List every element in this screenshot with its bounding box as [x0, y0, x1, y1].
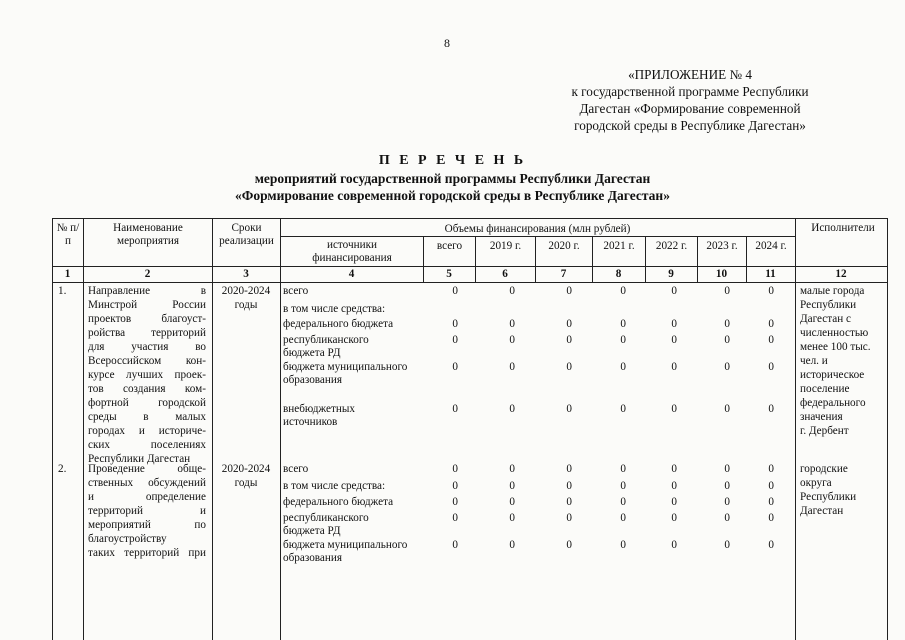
col-number: 10: [715, 268, 728, 280]
name-line: фортной городской: [88, 397, 206, 409]
executor-line: Республики: [800, 491, 857, 503]
col-number: 9: [668, 268, 674, 280]
value-cell: 0: [768, 334, 774, 346]
header-year-2021: 2021 г.: [603, 240, 635, 252]
col-number: 2: [144, 268, 151, 280]
col-number: 12: [835, 268, 847, 280]
terms-line: 2020-2024: [221, 463, 271, 475]
header-executors: Исполнители: [811, 222, 875, 234]
value-cell: 0: [620, 361, 626, 373]
value-cell: 0: [620, 463, 626, 475]
header-year-2022: 2022 г.: [655, 240, 688, 252]
col-number: 4: [348, 268, 355, 280]
value-cell: 0: [724, 463, 730, 475]
value-cell: 0: [620, 539, 626, 551]
value-cell: 0: [768, 361, 774, 373]
name-line: Проведение обще-: [88, 463, 206, 475]
source-label: республиканского бюджета РД: [283, 334, 369, 360]
terms-line: годы: [234, 299, 258, 311]
source-label: в том числе средства:: [283, 303, 386, 315]
value-cell: 0: [509, 334, 515, 346]
executor-line: значения: [800, 411, 843, 423]
executor-line: Дагестан с: [800, 313, 851, 325]
value-cell: 0: [509, 403, 515, 415]
value-cell: 0: [671, 403, 677, 415]
value-cell: 0: [452, 539, 458, 551]
col-number: 11: [765, 268, 776, 280]
executor-line: городские: [800, 463, 848, 475]
executor-line: чел. и: [800, 355, 828, 367]
page-number: 8: [444, 36, 450, 50]
value-cell: 0: [768, 512, 774, 524]
col-number: 6: [502, 268, 508, 280]
value-cell: 0: [509, 496, 515, 508]
value-cell: 0: [452, 318, 458, 330]
value-cell: 0: [620, 318, 626, 330]
terms-line: годы: [234, 477, 258, 489]
value-cell: 0: [671, 463, 677, 475]
col-number: 1: [64, 268, 71, 280]
executor-line: численностью: [800, 327, 869, 339]
name-line: Минстрой России: [88, 299, 206, 311]
col-number: 8: [615, 268, 622, 280]
name-line: таких территорий при: [88, 547, 206, 559]
executor-line: поселение: [800, 383, 850, 395]
name-line: городах и историче-: [88, 425, 206, 437]
value-cell: 0: [566, 512, 572, 524]
value-cell: 0: [768, 539, 774, 551]
value-cell: 0: [768, 403, 774, 415]
value-cell: 0: [509, 318, 515, 330]
document-title: П Е Р Е Ч Е Н Ь: [378, 153, 527, 168]
appendix-line: городской среды в Республике Дагестан»: [574, 118, 806, 133]
header-year-2020: 2020 г.: [548, 240, 580, 252]
executor-line: малые города: [800, 285, 865, 297]
value-cell: 0: [768, 496, 774, 508]
value-cell: 0: [509, 539, 515, 551]
value-cell: 0: [509, 285, 515, 297]
value-cell: 0: [724, 403, 730, 415]
value-cell: 0: [724, 496, 730, 508]
value-cell: 0: [724, 285, 730, 297]
value-cell: 0: [768, 285, 774, 297]
value-cell: 0: [452, 496, 458, 508]
value-cell: 0: [671, 285, 677, 297]
value-cell: 0: [620, 480, 626, 492]
value-cell: 0: [671, 361, 677, 373]
name-line: проектов благоуст-: [88, 313, 206, 325]
value-cell: 0: [724, 480, 730, 492]
value-cell: 0: [724, 334, 730, 346]
header-number: № п/п: [56, 222, 80, 248]
value-cell: 0: [768, 318, 774, 330]
value-cell: 0: [671, 539, 677, 551]
value-cell: 0: [620, 334, 626, 346]
value-cell: 0: [452, 285, 458, 297]
value-cell: 0: [452, 361, 458, 373]
source-label: всего: [283, 285, 309, 297]
terms-line: 2020-2024: [221, 285, 271, 297]
header-terms: Сроки реализации: [219, 222, 274, 248]
value-cell: 0: [620, 512, 626, 524]
header-total: всего: [436, 240, 463, 252]
col-number: 3: [243, 268, 249, 280]
name-line: территорий и: [88, 505, 206, 517]
source-label: бюджета муниципального образования: [283, 539, 408, 565]
name-line: ских поселениях: [88, 439, 206, 451]
value-cell: 0: [768, 463, 774, 475]
header-year-2023: 2023 г.: [706, 240, 738, 252]
executor-line: менее 100 тыс.: [800, 341, 871, 353]
header-year-2024: 2024 г.: [755, 240, 787, 252]
source-label: федерального бюджета: [283, 318, 394, 330]
source-label: всего: [283, 463, 309, 475]
value-cell: 0: [724, 539, 730, 551]
value-cell: 0: [452, 480, 458, 492]
name-line: мероприятий по: [88, 519, 206, 531]
name-line: курсе лучших проек-: [88, 369, 206, 381]
value-cell: 0: [566, 285, 572, 297]
value-cell: 0: [620, 285, 626, 297]
source-label: бюджета муниципального образования: [283, 361, 408, 387]
value-cell: 0: [671, 318, 677, 330]
value-cell: 0: [566, 496, 572, 508]
name-line: среды в малых: [88, 411, 206, 423]
value-cell: 0: [671, 334, 677, 346]
name-line: для участия во: [88, 341, 206, 353]
row-number: 2.: [58, 463, 67, 475]
value-cell: 0: [671, 496, 677, 508]
value-cell: 0: [620, 403, 626, 415]
value-cell: 0: [566, 480, 572, 492]
name-line: благоустройству: [88, 533, 167, 545]
value-cell: 0: [671, 512, 677, 524]
value-cell: 0: [452, 403, 458, 415]
header-funding: Объемы финансирования (млн рублей): [444, 223, 631, 235]
document-subtitle-program: «Формирование современной городской среды в Республике Дагестан»: [235, 188, 670, 203]
source-label: внебюджетных источников: [283, 403, 355, 429]
name-line: ственных обсуждений: [88, 477, 206, 489]
name-line: и определение: [88, 491, 206, 503]
executor-line: округа: [800, 477, 832, 489]
value-cell: 0: [509, 512, 515, 524]
appendix-line: к государственной программе Республики: [571, 84, 809, 99]
value-cell: 0: [452, 334, 458, 346]
header-year-2019: 2019 г.: [489, 240, 522, 252]
value-cell: 0: [724, 318, 730, 330]
value-cell: 0: [671, 480, 677, 492]
executor-line: г. Дербент: [800, 425, 849, 437]
source-label: федерального бюджета: [283, 496, 394, 508]
document-subtitle: мероприятий государственной программы Республики Дагестан: [254, 171, 651, 186]
appendix-line: Дагестан «Формирование современной: [579, 101, 801, 116]
value-cell: 0: [509, 463, 515, 475]
value-cell: 0: [768, 480, 774, 492]
name-line: Всероссийском кон-: [88, 355, 206, 367]
executor-line: историческое: [800, 369, 865, 381]
value-cell: 0: [724, 361, 730, 373]
value-cell: 0: [452, 463, 458, 475]
value-cell: 0: [566, 463, 572, 475]
name-line: тов создания ком-: [88, 383, 206, 395]
value-cell: 0: [566, 361, 572, 373]
value-cell: 0: [509, 480, 515, 492]
value-cell: 0: [724, 512, 730, 524]
value-cell: 0: [620, 496, 626, 508]
source-label: республиканского бюджета РД: [283, 512, 369, 538]
value-cell: 0: [566, 403, 572, 415]
header-name: Наименование мероприятия: [113, 222, 183, 248]
appendix-line: «ПРИЛОЖЕНИЕ № 4: [628, 67, 752, 82]
value-cell: 0: [566, 334, 572, 346]
value-cell: 0: [566, 318, 572, 330]
source-label: в том числе средства:: [283, 480, 386, 492]
value-cell: 0: [566, 539, 572, 551]
executor-line: Дагестан: [800, 505, 844, 517]
name-line: ройства территорий: [88, 327, 206, 339]
executor-line: федерального: [800, 397, 866, 409]
value-cell: 0: [509, 361, 515, 373]
executor-line: Республики: [800, 299, 857, 311]
name-line: Республики Дагестан: [88, 453, 191, 465]
name-line: Направление в: [88, 285, 206, 297]
col-number: 7: [560, 268, 567, 280]
header-sources: источники финансирования: [312, 239, 392, 265]
row-number: 1.: [58, 285, 67, 297]
value-cell: 0: [452, 512, 458, 524]
col-number: 5: [446, 268, 452, 280]
